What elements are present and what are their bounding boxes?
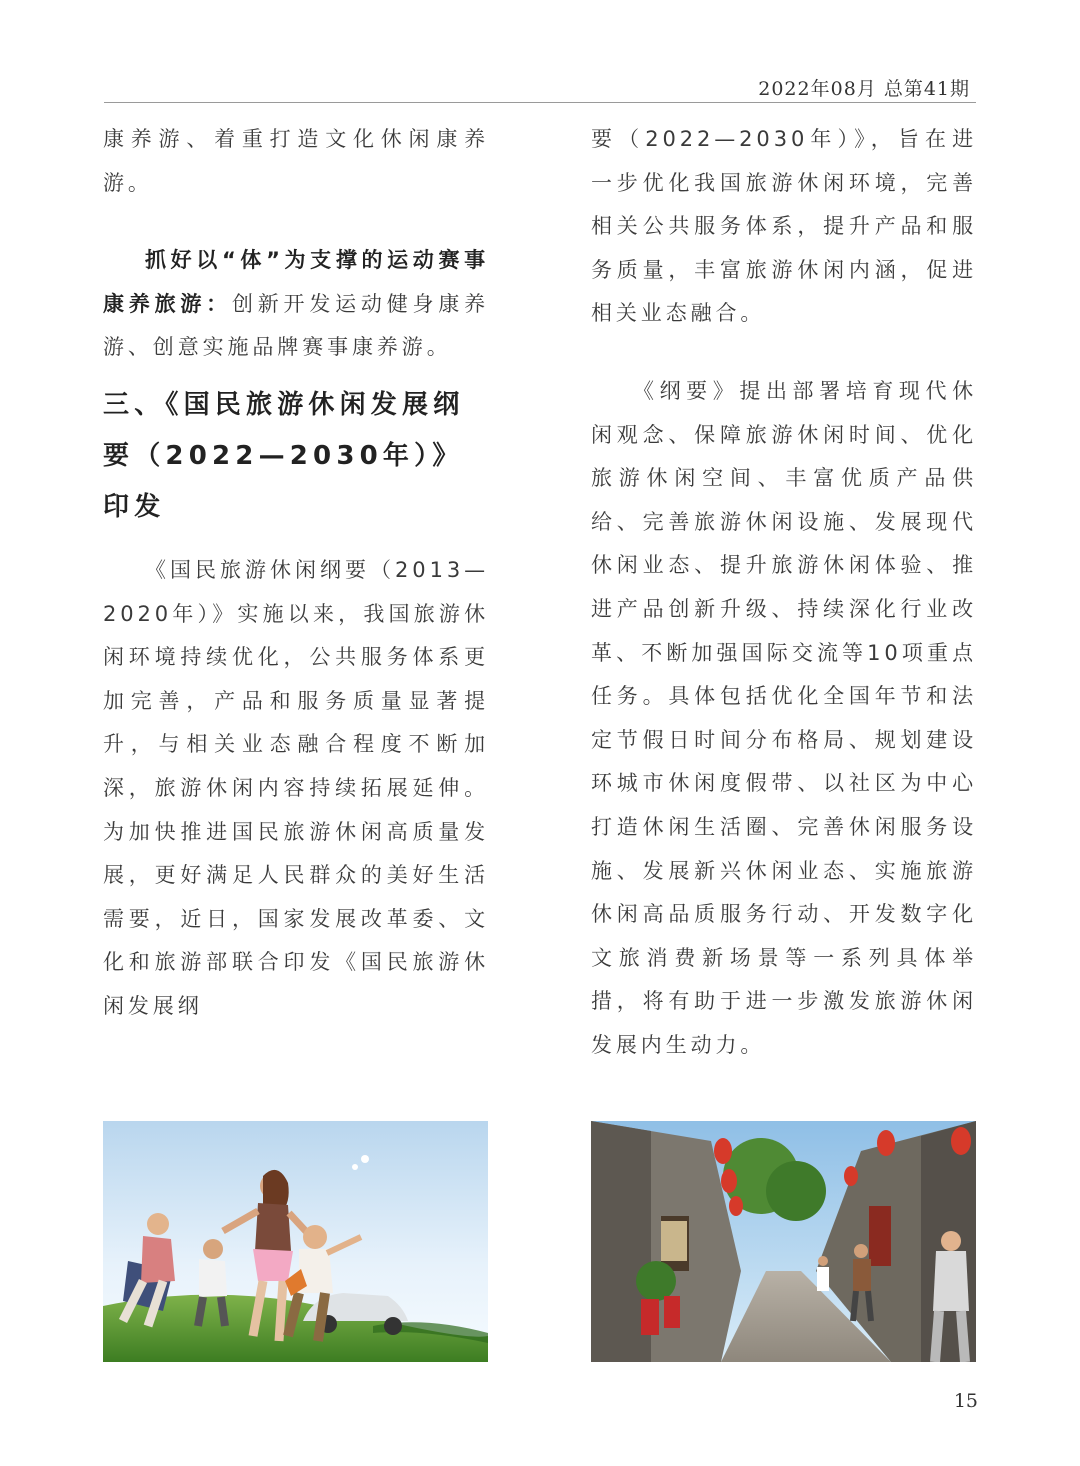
left-paragraph-2-lead: 抓好以“体”为支撑的运动赛事康养旅游：	[103, 248, 489, 316]
right-column	[591, 118, 977, 1067]
section-heading: 三、《国民旅游休闲发展纲要（2022—2030年）》印发	[103, 389, 465, 522]
family-picnic-photo	[103, 1121, 488, 1362]
family-picnic-illustration	[103, 1121, 488, 1362]
issue-info: 2022年08月 总第41期	[758, 78, 970, 100]
ancient-street-photo	[591, 1121, 976, 1362]
left-paragraph-3: 《国民旅游休闲纲要（2013—2020年）》实施以来，我国旅游休闲环境持续优化，公共服务体系更加完善，产品和服务质量显著提升，与相关业态融合程度不断加深，旅游休闲内容持续拓展延伸。为加快推进国民旅游休闲高质量发展，更好满足人民群众的美好生活需要，近日，国家发展改革委、文化和旅游部联合印发《国民旅游休闲发展纲	[103, 557, 489, 1018]
ancient-street-illustration	[591, 1121, 976, 1362]
left-paragraph-2	[103, 239, 489, 370]
left-paragraph-1: 康养游、着重打造文化休闲康养游。	[103, 127, 489, 195]
left-paragraph-2-body: 创新开发运动健身康养游、创意实施品牌赛事康养游。	[103, 291, 490, 360]
right-paragraph-2: 《纲要》提出部署培育现代休闲观念、保障旅游休闲时间、优化旅游休闲空间、丰富优质产品供给、完善旅游休闲设施、发展现代休闲业态、提升旅游休闲体验、推进产品创新升级、持续深化行业改革、不断加强国际交流等10项重点任务。具体包括优化全国年节和法定节假日时间分布格局、规划建设环城市休闲度假带、以社区为中心打造休闲生活圈、完善休闲服务设施、发展新兴休闲业态、实施旅游休闲高品质服务行动、开发数字化文旅消费新场景等一系列具体举措，将有助于进一步激发旅游休闲发展内生动力。	[591, 378, 977, 1057]
shop-sign	[661, 1221, 687, 1261]
left-column	[103, 118, 489, 1029]
page-number: 15	[953, 1390, 978, 1412]
page-header	[104, 72, 976, 103]
right-paragraph-1: 要（2022—2030年）》，旨在进一步优化我国旅游休闲环境，完善相关公共服务体系，提升产品和服务质量，丰富旅游休闲内涵，促进相关业态融合。	[591, 127, 977, 326]
